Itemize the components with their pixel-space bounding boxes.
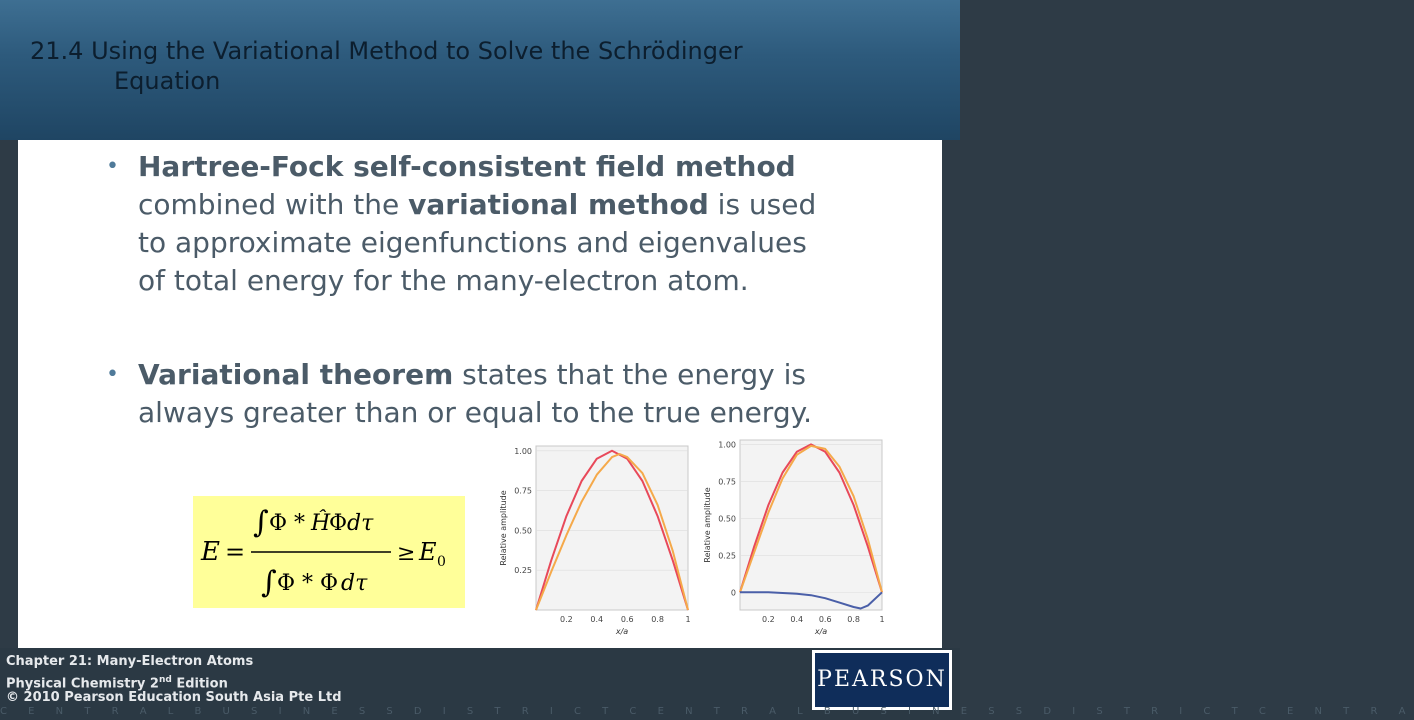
footer-book-title: Physical Chemistry 2 [6, 676, 159, 692]
x-tick-label: 1 [879, 615, 885, 624]
text-run: combined with the [138, 188, 409, 221]
formula-graphic [193, 496, 465, 608]
slide-title [30, 36, 940, 96]
footer-copyright: © 2010 Pearson Education South Asia Pte Ltd [6, 690, 342, 705]
y-tick-label: 0.50 [514, 526, 532, 536]
svg-text:Φ *: Φ * [269, 511, 306, 536]
background-ticker: C E N T R A L B U S I N E S S D I S T R I C T C E N T R A L B U S I N E S S D I S T R I C T C E N T R A [0, 706, 1414, 717]
x-tick-label: 0.6 [818, 615, 832, 624]
svg-text:0: 0 [437, 554, 446, 570]
bullet-text [138, 148, 828, 300]
y-axis-label: Relative amplitude [703, 487, 712, 563]
bold-term: Hartree-Fock self-consistent field method [138, 150, 796, 183]
svg-text:Φ: Φ [329, 511, 348, 536]
y-tick-label: 0.50 [718, 514, 736, 524]
svg-text:Φ * Φ: Φ * Φ [277, 571, 339, 596]
y-tick-label: 0.75 [514, 486, 532, 496]
svg-text:Ĥ: Ĥ [311, 511, 331, 536]
text-run: states that the energy is always greater than or equal to the true energy. [138, 358, 813, 429]
x-axis-label: x/a [615, 627, 629, 636]
x-tick-label: 0.4 [790, 615, 804, 624]
x-tick-label: 0.8 [847, 615, 860, 624]
bullet-text [138, 356, 828, 432]
wavefunction-plots [478, 436, 898, 646]
x-tick-label: 0.2 [560, 615, 573, 624]
svg-text:E: E [201, 537, 220, 567]
svg-text:∫: ∫ [253, 505, 269, 540]
x-tick-label: 0.4 [590, 615, 604, 624]
y-tick-label: 0.25 [514, 566, 532, 576]
x-axis-label: x/a [814, 627, 828, 636]
y-axis-label: Relative amplitude [499, 490, 508, 566]
svg-text:=: = [225, 538, 246, 566]
bold-term: variational method [408, 188, 709, 221]
svg-text:E: E [419, 538, 437, 566]
svg-text:dτ: dτ [347, 511, 374, 536]
x-tick-label: 0.2 [762, 615, 775, 624]
x-tick-label: 0.6 [620, 615, 634, 624]
pearson-logo [812, 650, 952, 710]
variational-formula [193, 496, 465, 608]
text-run: is used to approximate eigenfunctions and eigenvalues of total energy for the many-electron atom. [138, 188, 817, 297]
svg-text:dτ: dτ [341, 571, 368, 596]
wavefunction-figure [478, 436, 898, 646]
y-tick-label: 0.25 [718, 551, 736, 561]
y-tick-label: 1.00 [514, 446, 532, 456]
bold-term: Variational theorem [138, 358, 454, 391]
footer-chapter: Chapter 21: Many-Electron Atoms [6, 654, 254, 669]
y-tick-label: 0.75 [718, 477, 736, 487]
svg-text:≥: ≥ [397, 541, 416, 566]
x-tick-label: 1 [685, 615, 691, 624]
slide-title-line1: 21.4 Using the Variational Method to Solve the Schrödinger [30, 37, 743, 65]
logo-text: PEARSON [817, 667, 947, 692]
slide-title-line2: Equation [114, 67, 221, 95]
bullet-dot: • [106, 362, 119, 387]
svg-text:∫: ∫ [261, 565, 277, 600]
x-tick-label: 0.8 [651, 615, 664, 624]
footer-book-sup: nd [158, 675, 172, 685]
y-tick-label: 1.00 [718, 440, 736, 450]
y-tick-label: 0 [730, 588, 736, 598]
bullet-dot: • [106, 154, 119, 179]
footer-book-edition: Edition [171, 676, 228, 692]
